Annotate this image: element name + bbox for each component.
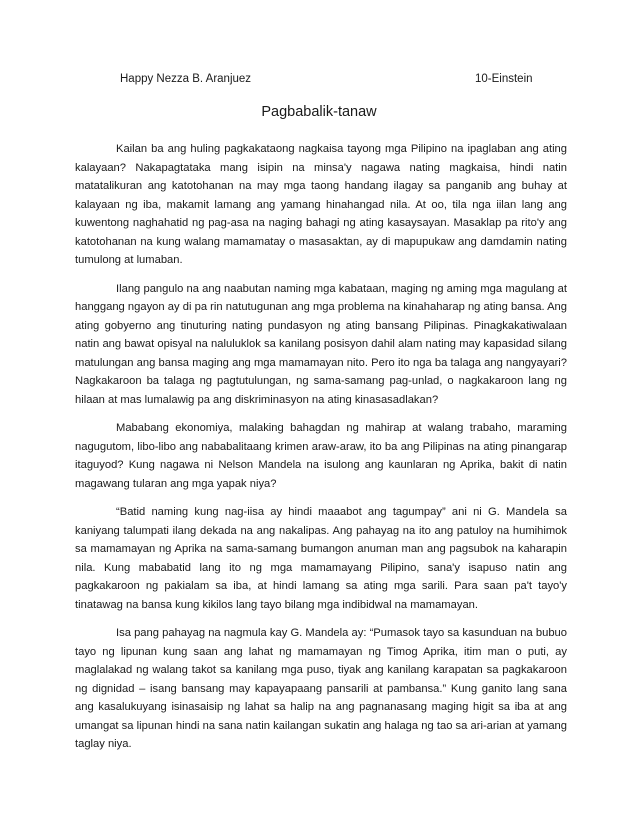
- paragraph: Isa pang pahayag na nagmula kay G. Mandela ay: “Pumasok tayo sa kasunduan na bubuo tayo ng lipunan kung saan ang lahat ng mamamayan ng Timog Aprika, itim man o puti, ay maglalakad ng walang takot sa kanilang mga puso, tiyak ang kanilang karapatan sa pagkakaroon ng dignidad – isang bansang may kapayapaang pansarili at pambansa.” Kung ganito lang sana ang kasalukuyang isinasaisip ng lahat sa halip na ang pagnanasang maging higit sa iba at ang umangat sa lipunan hindi na sana natin kailangan sukatin ang halaga ng tao sa ari-arian at yamang taglay niya.: [75, 627, 567, 750]
- paragraph: Mababang ekonomiya, malaking bahagdan ng mahirap at walang trabaho, maraming nagugutom, libo-libo ang nababalitaang krimen araw-araw, ito ba ang Pilipinas na ating pinangarap itaguyod? Kung nagawa ni Nelson Mandela na isulong ang kaunlaran ng Aprika, bakit di natin magawang tularan ang mga yapak niya?: [75, 422, 567, 490]
- document-body: [75, 140, 567, 764]
- class-section: 10-Einstein: [475, 73, 533, 85]
- paragraph: Kailan ba ang huling pagkakataong nagkaisa tayong mga Pilipino na ipaglaban ang ating kalayaan? Nakapagtataka mang isipin na minsa'y nagawa nating magkaisa, hindi natin matatalikuran ang katotohanan na may mga taong handang ilagay sa panganib ang buhay at kalayaan ng iba, makamit lamang ang yamang hinahangad nila. At oo, tila nga iilan lang ang kuwentong naghahatid ng pag-asa na naging bahagi ng ating kasaysayan. Masaklap pa rito'y ang katotohanan na kung walang mamamatay o masasaktan, ay di mapupukaw ang damdamin nating tumulong at lumaban.: [75, 143, 567, 266]
- author-name: Happy Nezza B. Aranjuez: [120, 73, 252, 85]
- document-title: Pagbabalik-tanaw: [261, 104, 377, 120]
- paragraph: “Batid naming kung nag-iisa ay hindi maaabot ang tagumpay” ani ni G. Mandela sa kaniyang talumpati ilang dekada na ang nakalipas. Ang pahayag na ito ang patuloy na humihimok sa mamamayan ng Aprika na sama-samang bumangon anuman man ang pagsubok na kaharapin nila. Kung mababatid lang ito ng mga mamamayang Pilipino, sana'y isapuso natin ang pagkakaroon ng pakialam sa iba, at hindi lamang sa ating mga sarili. Para saan pa't tayo'y tinatawag na bansa kung kikilos lang tayo bilang mga indibidwal na mamamayan.: [75, 506, 567, 611]
- document-header: [0, 73, 638, 91]
- paragraph: Ilang pangulo na ang naabutan naming mga kabataan, maging ng aming mga magulang at hanggang ngayon ay di pa rin natutugunan ang mga problema na kinahaharap ng ating bansa. Ang ating gobyerno ang tinuturing nating pundasyon ng ating bansang Pilipinas. Pinagkakatiwalaan natin ang bawat opisyal na naluluklok sa kanilang posisyon dahil alam nating may kapasidad silang matulungan ang bansa maging ang mga mamamayan nito. Pero ito nga ba talaga ang nangyayari? Nagkakaroon ba talaga ng pagtutulungan, ng sama-samang pag-unlad, o nagkakaroon lang ng hilaan at mas lumalawig pa ang diskriminasyon na ating kinasasadlakan?: [75, 282, 567, 406]
